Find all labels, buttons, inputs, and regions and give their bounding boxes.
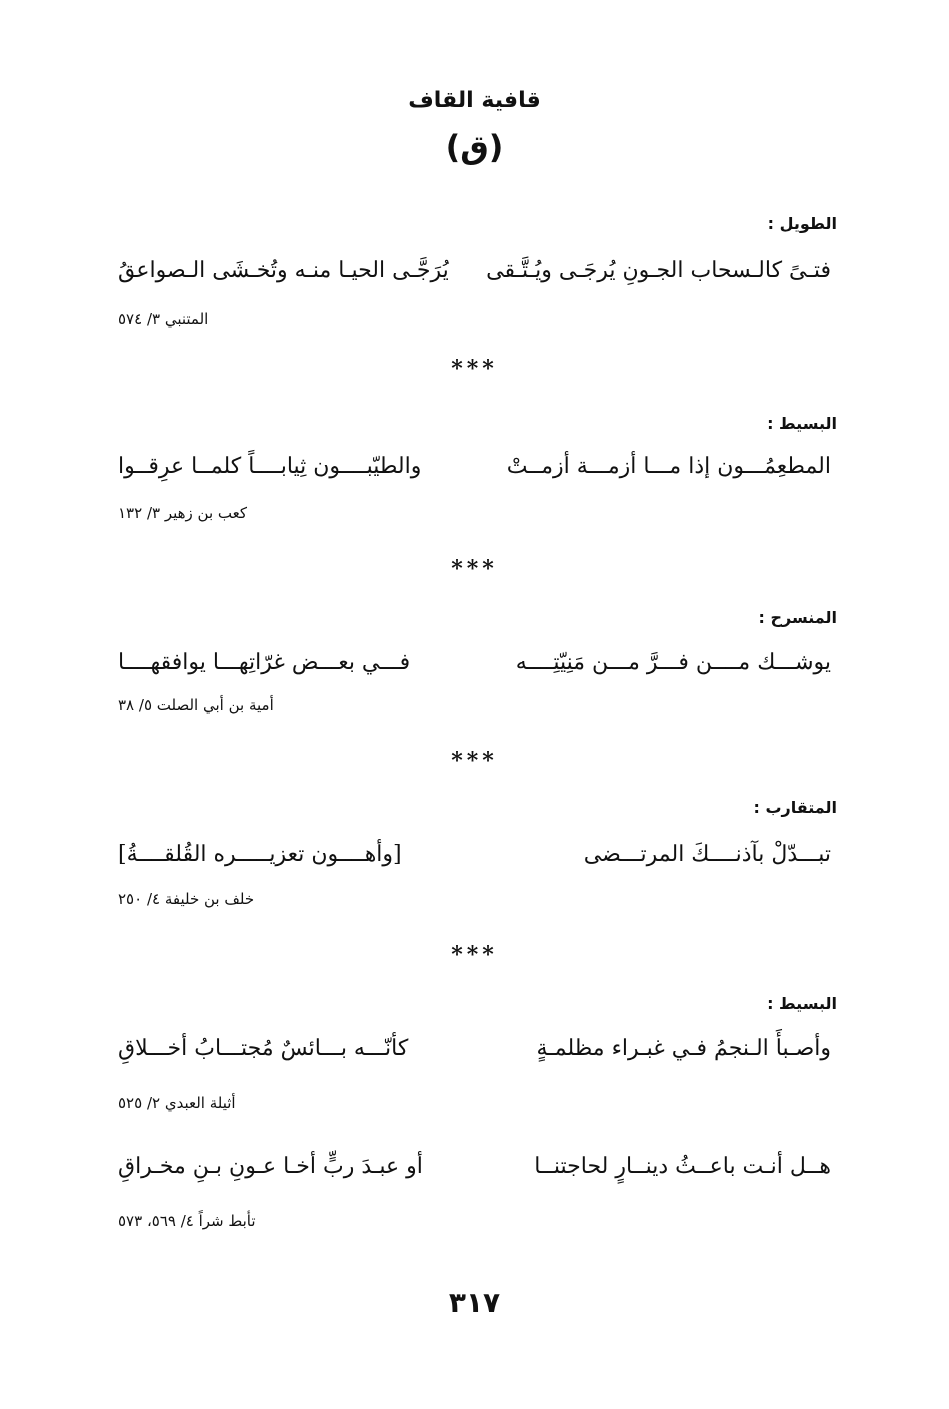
verse-first-hemistich: وأصـبأَ الـنجمُ فـي غبـراء مظلمـةٍ bbox=[536, 1036, 831, 1061]
verse-attribution: المتنبي ٣/ ٥٧٤ bbox=[118, 310, 209, 328]
verse-attribution: أثيلة العبدي ٢/ ٥٢٥ bbox=[118, 1094, 236, 1112]
verse-second-hemistich: فـــي بعـــض غرّاتِهـــا يوافقهــــا bbox=[118, 650, 411, 675]
verse-attribution: تأبط شراً ٤/ ٥٦٩، ٥٧٣ bbox=[118, 1212, 256, 1230]
page-title: قافية القاف bbox=[408, 88, 541, 113]
verse-line bbox=[118, 1154, 831, 1194]
verse-first-hemistich: فتـىً كالـسحاب الجـونِ يُرجَـى ويُـتَّـقى bbox=[486, 258, 831, 283]
page-number: ٣١٧ bbox=[448, 1286, 501, 1319]
verse-second-hemistich: أو عبـدَ ربٍّ أخـا عـونِ بـنِ مخـراقِ bbox=[118, 1154, 423, 1179]
section-separator: *** bbox=[451, 748, 498, 774]
meter-label: المنسرح : bbox=[758, 608, 837, 627]
verse-line bbox=[118, 842, 831, 882]
verse-attribution: كعب بن زهير ٣/ ١٣٢ bbox=[118, 504, 248, 522]
verse-second-hemistich: كأنّـــه بـــائسٌ مُجتـــابُ أخـــلاقِ bbox=[118, 1036, 409, 1061]
section-separator: *** bbox=[451, 556, 498, 582]
verse-first-hemistich: تبـــدّلْ بآذنــــكَ المرتـــضى bbox=[583, 842, 831, 867]
rhyme-letter: (ق) bbox=[445, 128, 504, 166]
meter-label: البسيط : bbox=[767, 414, 837, 433]
section-separator: *** bbox=[451, 356, 498, 382]
verse-line bbox=[118, 1036, 831, 1076]
meter-label: الطويل : bbox=[767, 214, 837, 233]
verse-second-hemistich: والطيّبــــون ثِيابــــاً كلمــا عرِقــوا bbox=[118, 454, 422, 479]
section-separator: *** bbox=[451, 942, 498, 968]
verse-attribution: خلف بن خليفة ٤/ ٢٥٠ bbox=[118, 890, 255, 908]
verse-line bbox=[118, 454, 831, 494]
verse-second-hemistich: [وأهــــون تعزيـــــره القُلقــــةُ] bbox=[118, 842, 402, 867]
verse-first-hemistich: يوشـــك مــــن فـــرَّ مـــن مَنِيّتِــــه bbox=[515, 650, 831, 675]
verse-line bbox=[118, 650, 831, 690]
meter-label: البسيط : bbox=[767, 994, 837, 1013]
meter-label: المتقارب : bbox=[753, 798, 837, 817]
verse-line bbox=[118, 258, 831, 298]
verse-attribution: أمية بن أبي الصلت ٥/ ٣٨ bbox=[118, 696, 274, 714]
verse-second-hemistich: يُرَجَّـى الحيـا منـه وتُخـشَى الـصواعقُ bbox=[118, 258, 449, 283]
verse-first-hemistich: هــل أنـت باعــثُ دينــارٍ لحاجتنــا bbox=[534, 1154, 831, 1179]
verse-first-hemistich: المطعِمُـــون إذا مـــا أزمـــة أزمــتْ bbox=[506, 454, 831, 479]
